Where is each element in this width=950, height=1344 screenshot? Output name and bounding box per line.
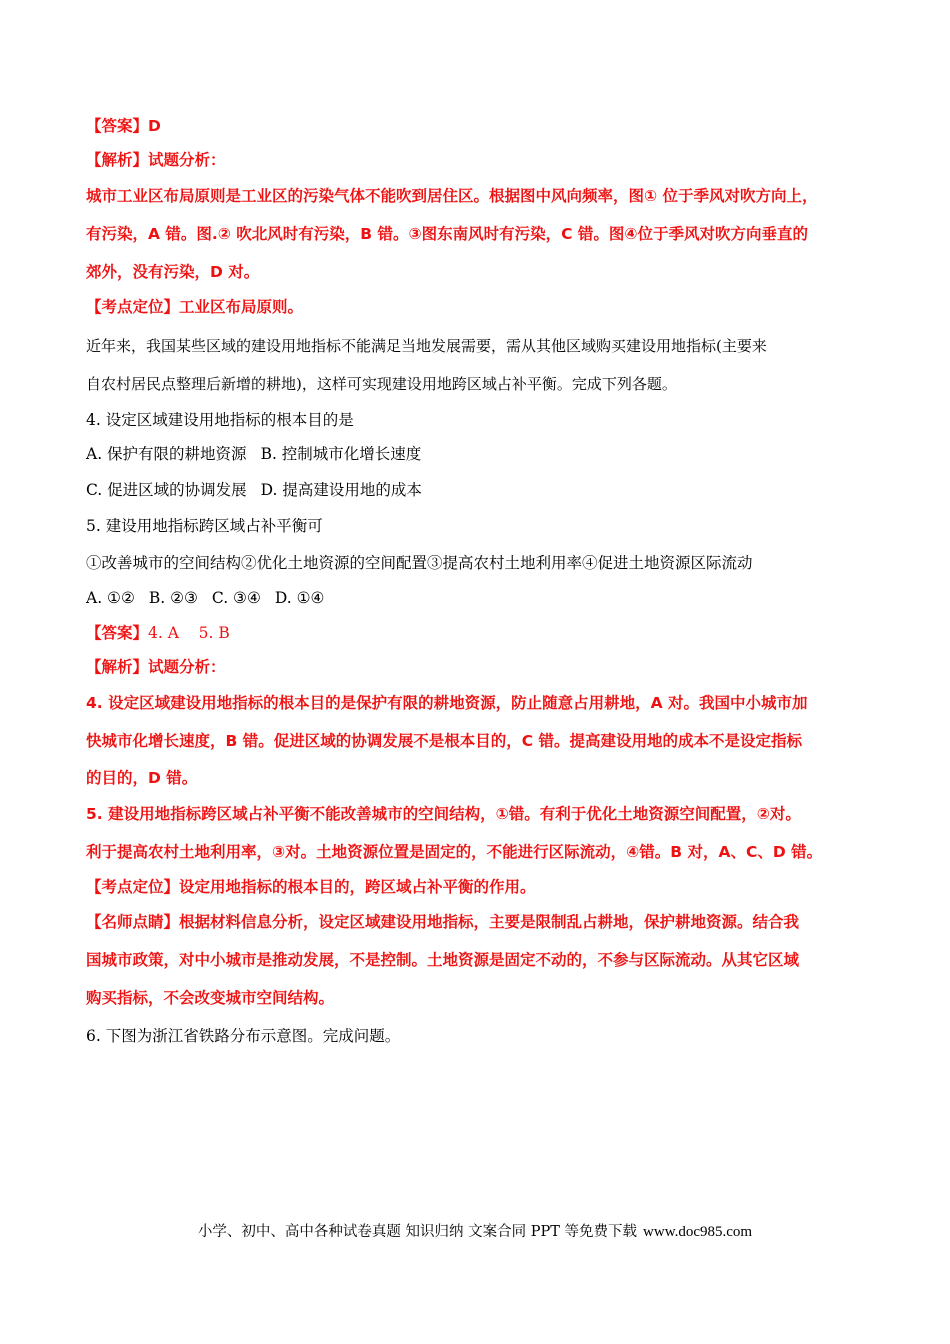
option-d: D. 提高建设用地的成本	[260, 481, 422, 499]
analysis-line: 郊外，没有污染，D 对。	[86, 263, 260, 281]
analysis-line: 4. 设定区域建设用地指标的根本目的是保护有限的耕地资源，防止随意占用耕地，A 对。我国中小城市加	[86, 694, 808, 712]
question-4-options-row-1	[86, 444, 421, 464]
option-a: A. 保护有限的耕地资源	[86, 445, 247, 463]
question-5-options	[86, 588, 324, 608]
mingshi-line: 国城市政策，对中小城市是推动发展，不是控制。土地资源是固定不动的，不参与区际流动。从其它区域	[86, 951, 800, 969]
material-line: 近年来，我国某些区域的建设用地指标不能满足当地发展需要，需从其他区域购买建设用地指标(主要来	[86, 337, 767, 355]
analysis-line: 5. 建设用地指标跨区域占补平衡不能改善城市的空间结构，①错。有利于优化土地资源空间配置，②对。	[86, 805, 801, 823]
option-d: D. ①④	[274, 589, 325, 607]
option-a: A. ①②	[86, 589, 135, 607]
analysis-line: 城市工业区布局原则是工业区的污染气体不能吹到居住区。根据图中风向频率，图① 位于季风对吹方向上，	[86, 187, 818, 205]
question-5-statements: ①改善城市的空间结构②优化土地资源的空间配置③提高农村土地利用率④促进土地资源区际流动	[86, 554, 753, 572]
analysis-heading: 【解析】试题分析：	[86, 151, 226, 169]
question-4-stem: 4. 设定区域建设用地指标的根本目的是	[86, 411, 354, 429]
option-c: C. ③④	[211, 589, 261, 607]
analysis-line: 有污染，A 错。图.② 吹北风时有污染，B 错。③图东南风时有污染，C 错。图④位于季风对吹方向垂直的	[86, 225, 809, 243]
answer-label: 【答案】	[86, 624, 149, 642]
mingshi-line: 购买指标，不会改变城市空间结构。	[86, 989, 335, 1007]
kaodian-label: 【考点定位】工业区布局原则。	[86, 298, 304, 316]
option-b: B. 控制城市化增长速度	[260, 445, 422, 463]
kaodian-label: 【考点定位】设定用地指标的根本目的，跨区域占补平衡的作用。	[86, 878, 536, 896]
analysis-line: 利于提高农村土地利用率，③对。土地资源位置是固定的，不能进行区际流动，④错。B 对，A、C、D 错。	[86, 843, 823, 861]
option-c: C. 促进区域的协调发展	[86, 481, 247, 499]
question-4-options-row-2	[86, 480, 422, 500]
question-6-stem: 6. 下图为浙江省铁路分布示意图。完成问题。	[86, 1027, 401, 1045]
analysis-heading: 【解析】试题分析：	[86, 658, 226, 676]
answer-value: 4. A 5. B	[148, 624, 230, 642]
page-footer	[0, 1220, 950, 1241]
option-b: B. ②③	[148, 589, 198, 607]
material-line: 自农村居民点整理后新增的耕地)，这样可实现建设用地跨区域占补平衡。完成下列各题。	[86, 375, 677, 393]
footer-text: 小学、初中、高中各种试卷真题 知识归纳 文案合同 PPT 等免费下载	[197, 1224, 638, 1240]
answer-row	[86, 623, 230, 643]
footer-url[interactable]: www.doc985.com	[643, 1224, 753, 1240]
mingshi-line: 【名师点睛】根据材料信息分析，设定区域建设用地指标，主要是限制乱占耕地，保护耕地资源。结合我	[86, 913, 800, 931]
analysis-line: 的目的，D 错。	[86, 769, 198, 787]
question-5-stem: 5. 建设用地指标跨区域占补平衡可	[86, 517, 323, 535]
analysis-line: 快城市化增长速度，B 错。促进区域的协调发展不是根本目的，C 错。提高建设用地的成本不是设定指标	[86, 732, 802, 750]
answer-label: 【答案】D	[86, 117, 161, 135]
